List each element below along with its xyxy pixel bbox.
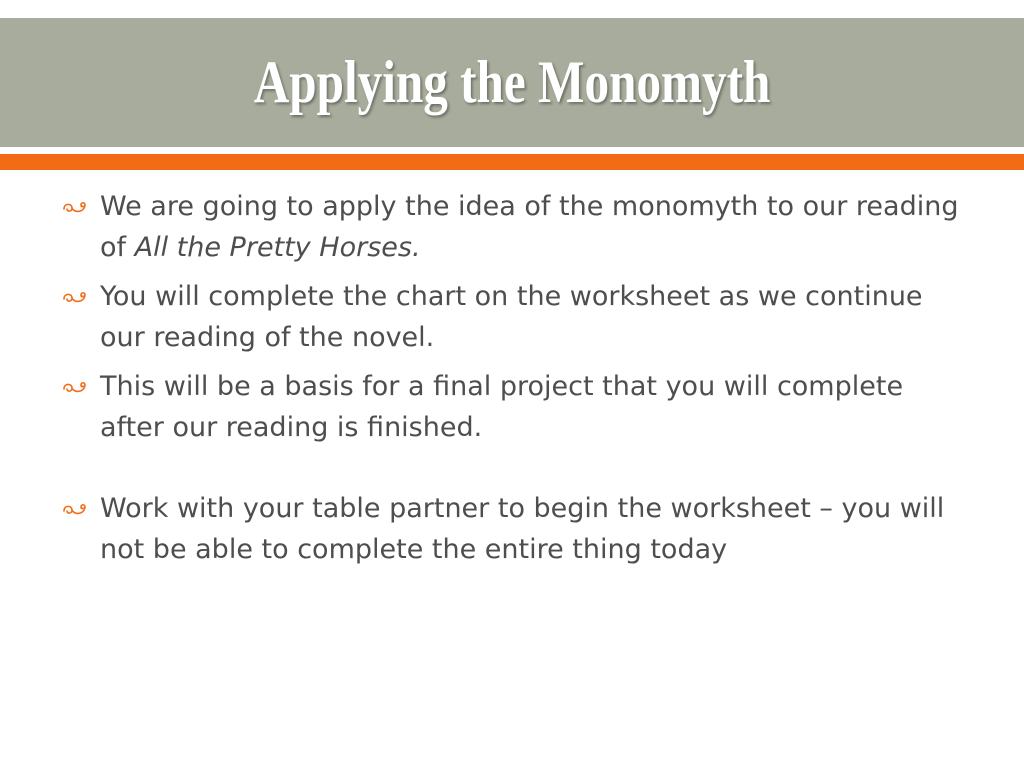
bullet-item — [62, 276, 962, 358]
bullet-item — [62, 186, 962, 268]
bullet-text: We are going to apply the idea of the monomyth to our reading of — [100, 191, 959, 263]
swirl-bullet-icon — [62, 501, 88, 517]
bullet-list — [62, 186, 962, 578]
swirl-bullet-icon — [62, 379, 88, 395]
bullet-text: Work with your table partner to begin the worksheet – you will not be able to complete the entire thing today — [100, 493, 945, 565]
bullet-text: You will complete the chart on the worksheet as we continue our reading of the novel. — [100, 281, 923, 353]
slide-title: Applying the Monomyth — [253, 49, 771, 115]
bullet-item — [62, 366, 962, 448]
book-title: All the Pretty Horses. — [134, 232, 421, 263]
swirl-bullet-icon — [62, 199, 88, 215]
accent-bar — [0, 154, 1024, 170]
swirl-bullet-icon — [62, 289, 88, 305]
bullet-item — [62, 488, 962, 570]
title-bar — [0, 18, 1024, 147]
bullet-text: This will be a basis for a final project that you will complete after our reading is finished. — [100, 371, 904, 443]
